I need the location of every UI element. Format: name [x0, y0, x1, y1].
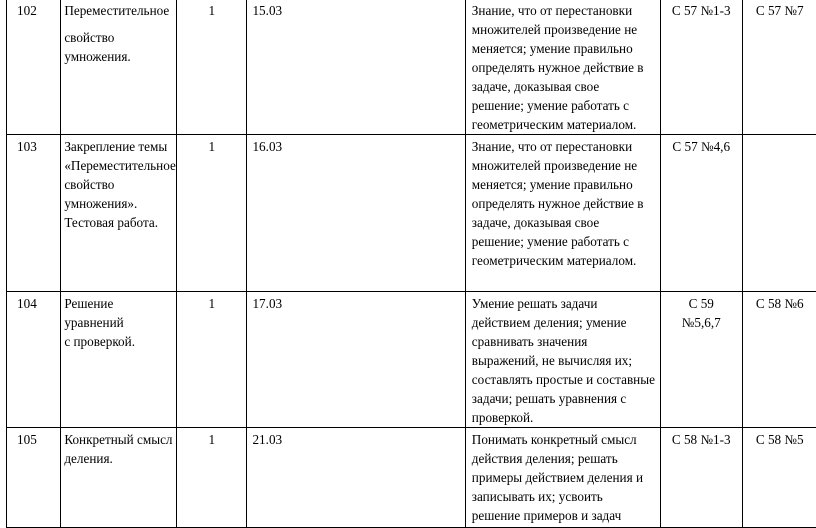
lesson-date: 16.03 — [247, 135, 465, 292]
table-row — [7, 135, 816, 292]
lesson-topic — [61, 0, 177, 135]
classwork-line: С 57 №4,6 — [664, 137, 739, 156]
requirement-line: решение примеров и задач — [472, 506, 657, 525]
topic-line: Конкретный смысл — [64, 430, 173, 449]
lesson-classwork — [661, 292, 743, 428]
lesson-classwork — [661, 0, 743, 135]
lesson-homework — [742, 135, 816, 292]
table-row — [7, 428, 816, 528]
requirement-line: действием деления; умение — [472, 313, 657, 332]
requirement-line: выражений, не вычисляя их; — [472, 351, 657, 370]
lesson-number: 105 — [7, 428, 61, 528]
topic-line: Переместительное — [64, 1, 173, 20]
topic-line: с проверкой. — [64, 332, 173, 351]
requirement-line: Знание, что от перестановки — [472, 1, 657, 20]
requirement-line: составлять простые и составные — [472, 370, 657, 389]
lesson-hours: 1 — [177, 428, 247, 528]
topic-line: Решение уравнений — [64, 294, 173, 332]
lesson-homework: С 58 №6 — [742, 292, 816, 428]
table-row — [7, 0, 816, 135]
lesson-homework: С 57 №7 — [742, 0, 816, 135]
requirement-line: задачи; решать уравнения с — [472, 389, 657, 408]
requirement-line: проверкой. — [472, 408, 657, 427]
topic-line: «Переместительное — [64, 156, 173, 175]
requirement-line: записывать их; усвоить — [472, 487, 657, 506]
topic-line: деления. — [64, 449, 173, 468]
topic-line: свойство — [64, 28, 173, 47]
requirement-line: меняется; умение правильно — [472, 175, 657, 194]
topic-line: умножения. — [64, 47, 173, 66]
lesson-requirements — [465, 0, 660, 135]
lesson-date: 15.03 — [247, 0, 465, 135]
requirement-line: геометрическим материалом. — [472, 115, 657, 134]
lesson-hours: 1 — [177, 135, 247, 292]
lesson-number: 103 — [7, 135, 61, 292]
requirement-line: Умение решать задачи — [472, 294, 657, 313]
lesson-requirements — [465, 292, 660, 428]
requirement-line: задаче, доказывая свое — [472, 213, 657, 232]
classwork-line: №5,6,7 — [664, 313, 739, 332]
topic-line: умножения». — [64, 194, 173, 213]
requirement-line: действия деления; решать — [472, 449, 657, 468]
lesson-topic — [61, 135, 177, 292]
requirement-line: множителей произведение не — [472, 156, 657, 175]
requirement-line: решение; умение работать с — [472, 96, 657, 115]
topic-line: Тестовая работа. — [64, 213, 173, 232]
requirement-line: задаче, доказывая свое — [472, 77, 657, 96]
requirement-line: определять нужное действие в — [472, 58, 657, 77]
requirement-line: Понимать конкретный смысл — [472, 430, 657, 449]
topic-line: свойство — [64, 175, 173, 194]
requirement-line: Знание, что от перестановки — [472, 137, 657, 156]
lesson-date: 21.03 — [247, 428, 465, 528]
classwork-line: С 57 №1-3 — [664, 1, 739, 20]
requirement-line: геометрическим материалом. — [472, 251, 657, 270]
classwork-line: С 59 — [664, 294, 739, 313]
lesson-date: 17.03 — [247, 292, 465, 428]
lesson-number: 102 — [7, 0, 61, 135]
lesson-number: 104 — [7, 292, 61, 428]
lesson-requirements — [465, 428, 660, 528]
lesson-requirements — [465, 135, 660, 292]
requirement-line: меняется; умение правильно — [472, 39, 657, 58]
table-row — [7, 292, 816, 428]
lesson-topic — [61, 428, 177, 528]
lesson-plan-table — [6, 0, 816, 528]
lesson-classwork — [661, 428, 743, 528]
requirement-line: примеры действием деления и — [472, 468, 657, 487]
lesson-homework: С 58 №5 — [742, 428, 816, 528]
requirement-line: определять нужное действие в — [472, 194, 657, 213]
lesson-hours: 1 — [177, 0, 247, 135]
lesson-classwork — [661, 135, 743, 292]
requirement-line: множителей произведение не — [472, 20, 657, 39]
topic-line: Закрепление темы — [64, 137, 173, 156]
requirement-line: решение; умение работать с — [472, 232, 657, 251]
lesson-hours: 1 — [177, 292, 247, 428]
classwork-line: С 58 №1-3 — [664, 430, 739, 449]
requirement-line: сравнивать значения — [472, 332, 657, 351]
lesson-topic — [61, 292, 177, 428]
topic-gap — [64, 20, 173, 28]
